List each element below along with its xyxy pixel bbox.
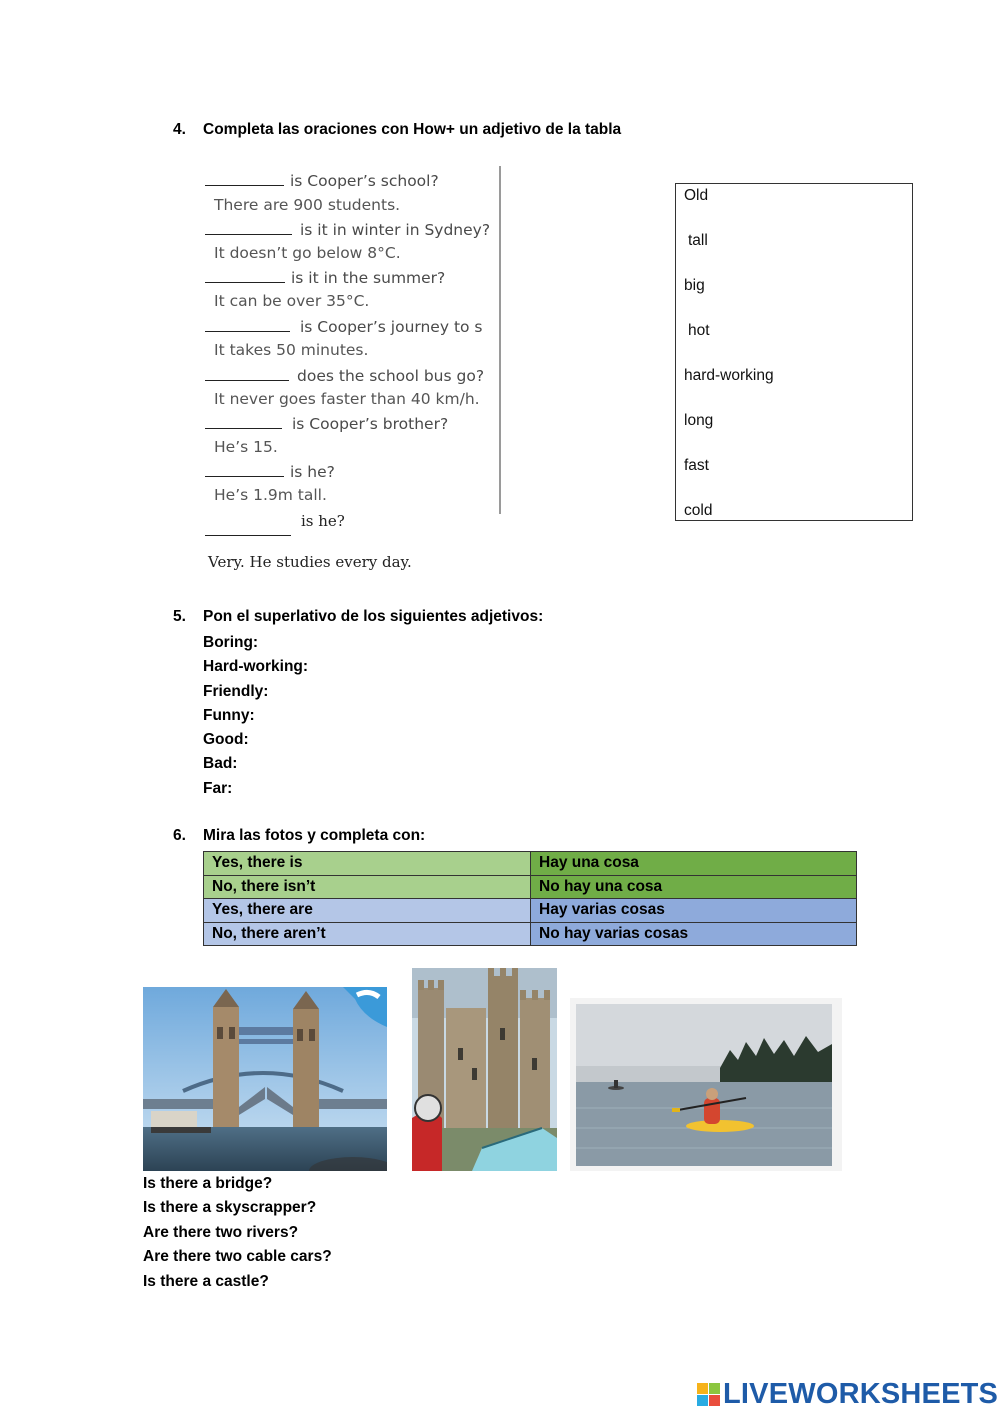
kayak-lake-illustration <box>570 998 842 1171</box>
exercise-number: 4. <box>173 121 186 138</box>
answer-blank[interactable] <box>205 521 291 536</box>
answer-4: It takes 50 minutes. <box>214 341 369 359</box>
superlative-item[interactable]: Boring: <box>203 634 259 651</box>
sentence-2: is it in winter in Sydney? <box>205 220 490 239</box>
table-cell: No, there isn’t <box>204 875 531 899</box>
answer-5: It never goes faster than 40 km/h. <box>214 390 480 408</box>
exercise-6-title <box>173 827 425 845</box>
word-hot: hot <box>688 322 710 339</box>
word-hard-working: hard-working <box>684 367 774 384</box>
table-cell: Yes, there is <box>204 852 531 876</box>
answer-blank[interactable] <box>205 414 282 429</box>
sentence-5: does the school bus go? <box>205 366 484 385</box>
answer-legend-table <box>203 851 857 946</box>
logo-mark-icon <box>697 1383 720 1406</box>
tower-bridge-illustration <box>143 987 387 1171</box>
superlative-item[interactable]: Far: <box>203 779 233 797</box>
table-cell: No, there aren’t <box>204 922 531 946</box>
table-row <box>204 922 857 946</box>
exercise-number: 5. <box>173 608 186 625</box>
table-row <box>204 875 857 899</box>
sentence-1: is Cooper’s school? <box>205 171 439 190</box>
castle-photo <box>412 968 557 1171</box>
table-cell: Hay varias cosas <box>531 899 857 923</box>
tower-bridge-photo <box>143 987 387 1171</box>
word-tall: tall <box>688 232 708 249</box>
answer-blank[interactable] <box>205 171 284 186</box>
superlative-list <box>203 631 308 801</box>
answer-8: Very. He studies every day. <box>208 553 412 571</box>
superlative-item[interactable]: Funny: <box>203 706 255 724</box>
superlative-item[interactable]: Good: <box>203 731 249 749</box>
adjective-word-box <box>675 183 913 521</box>
superlative-item[interactable]: Bad: <box>203 755 238 773</box>
answer-blank[interactable] <box>205 366 289 381</box>
photo-question[interactable]: Are there two rivers? <box>143 1223 299 1241</box>
exercise-instruction: Pon el superlativo de los siguientes adjetivos: <box>203 608 544 625</box>
answer-blank[interactable] <box>205 462 284 477</box>
liveworksheets-logo <box>697 1376 998 1412</box>
word-cold: cold <box>684 502 713 519</box>
castle-illustration <box>412 968 557 1171</box>
kayak-lake-photo <box>570 998 842 1171</box>
table-row <box>204 852 857 876</box>
exercise-4-title <box>173 121 621 139</box>
word-big: big <box>684 277 705 294</box>
superlative-item[interactable]: Hard-working: <box>203 658 309 676</box>
table-cell: No hay varias cosas <box>531 922 857 946</box>
table-cell: No hay una cosa <box>531 875 857 899</box>
sentence-7: is he? <box>205 462 335 481</box>
answer-3: It can be over 35°C. <box>214 292 370 310</box>
logo-text: LIVEWORKSHEETS <box>723 1377 999 1410</box>
answer-1: There are 900 students. <box>214 196 401 214</box>
answer-7: He’s 1.9m tall. <box>214 486 327 504</box>
exercise-number: 6. <box>173 827 186 844</box>
sentence-6: is Cooper’s brother? <box>205 414 448 433</box>
answer-2: It doesn’t go below 8°C. <box>214 244 401 262</box>
exercise-instruction: Mira las fotos y completa con: <box>203 827 426 844</box>
answer-blank[interactable] <box>205 268 285 283</box>
answer-blank[interactable] <box>205 317 290 332</box>
photo-question-list <box>143 1172 332 1294</box>
exercise-5-title <box>173 608 543 626</box>
photo-question[interactable]: Is there a skyscrapper? <box>143 1199 317 1217</box>
photo-question[interactable]: Is there a castle? <box>143 1272 269 1290</box>
answer-6: He’s 15. <box>214 438 278 456</box>
photo-question[interactable]: Are there two cable cars? <box>143 1248 332 1266</box>
sentence-3: is it in the summer? <box>205 268 445 287</box>
answer-blank[interactable] <box>205 220 292 235</box>
word-old: Old <box>684 187 709 204</box>
table-row <box>204 899 857 923</box>
word-long: long <box>684 412 714 429</box>
table-cell: Hay una cosa <box>531 852 857 876</box>
sentence-8: is he? <box>205 511 345 530</box>
superlative-item[interactable]: Friendly: <box>203 682 269 700</box>
word-fast: fast <box>684 457 709 474</box>
exercise-instruction: Completa las oraciones con How+ un adjetivo de la tabla <box>203 121 622 138</box>
photo-question[interactable]: Is there a bridge? <box>143 1175 273 1192</box>
scan-divider <box>499 166 501 514</box>
table-cell: Yes, there are <box>204 899 531 923</box>
sentence-4: is Cooper’s journey to s <box>205 317 483 336</box>
